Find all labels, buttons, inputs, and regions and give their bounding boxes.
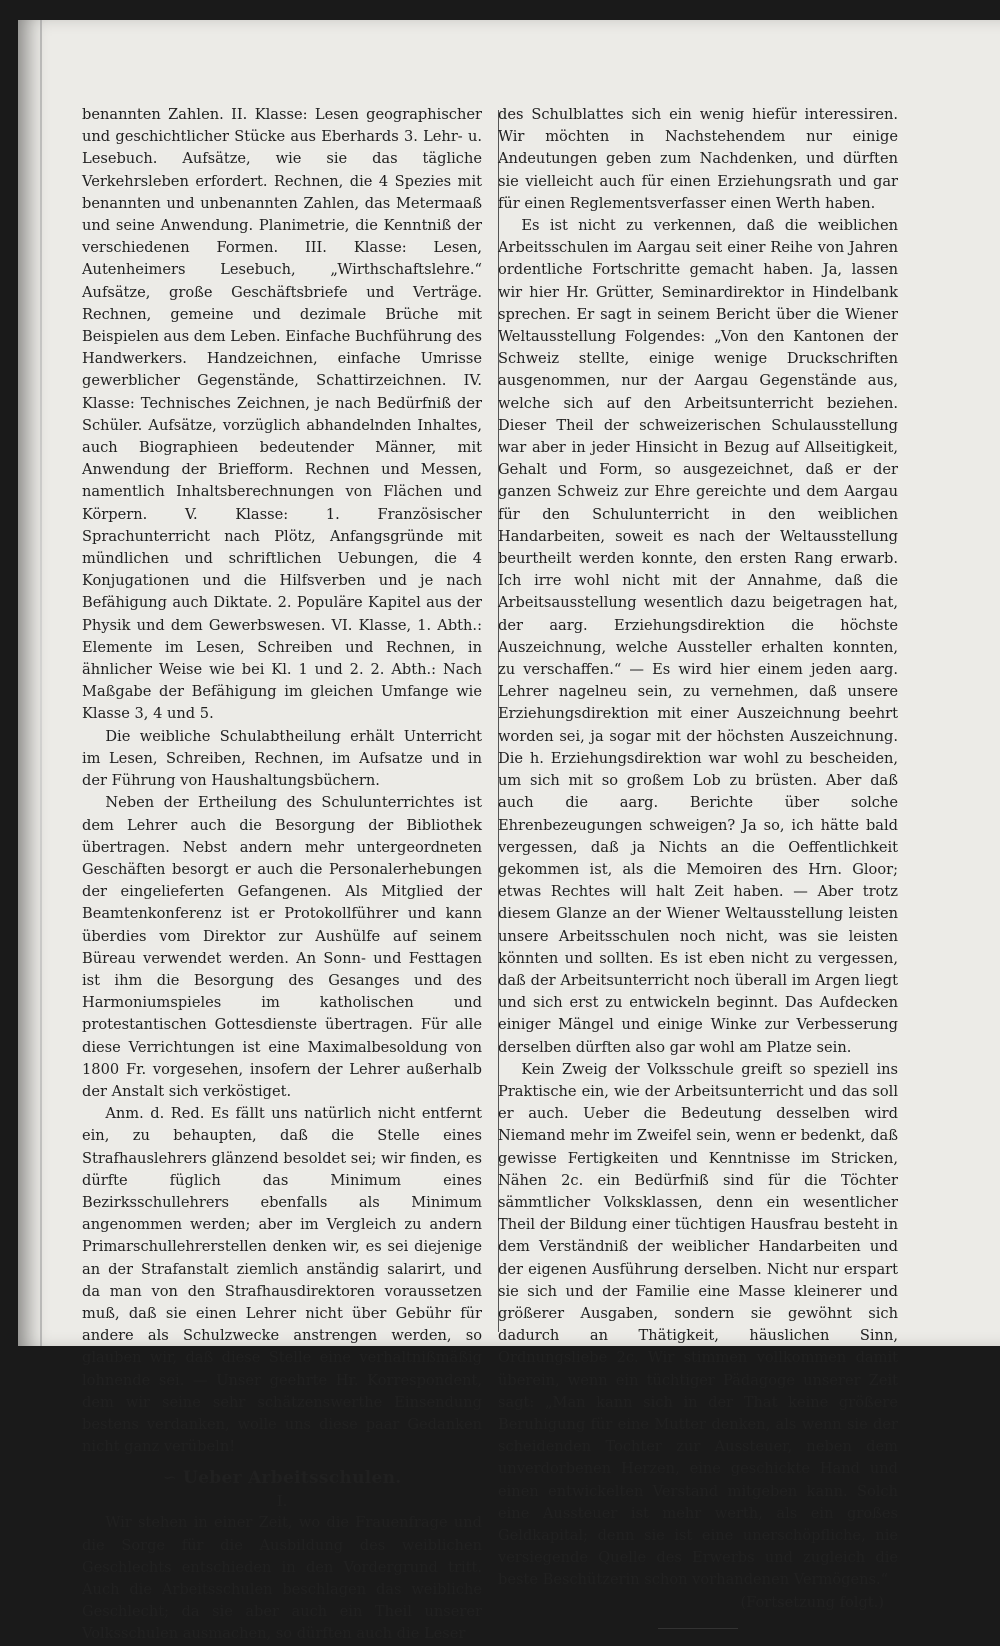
section-heading-text: Ueber Arbeitsschulen. [183, 1468, 402, 1489]
section-heading [82, 1466, 482, 1490]
binding-gutter [40, 20, 42, 1346]
right-paragraph-1: des Schulblattes sich ein wenig hiefür interessiren. Wir möchten in Nachstehendem nur einige Andeutungen geben zum Nachdenken, und dürften sie vielleicht auch für einen Erziehungsrath und gar für einen Reglementsverfasser einen Werth haben. [498, 106, 898, 212]
heading-ornament-icon: ∽ [162, 1468, 178, 1489]
editor-note: Anm. d. Red. Es fällt uns natürlich nicht entfernt ein, zu behaupten, daß die Stelle eines Strafhauslehrers glänzend besoldet sei; wir finden, es dürfte füglich das Minimum eines Bezirksschullehrers ebenfalls als Minimum angenommen werden; aber im Vergleich zu andern Primarschullehrerstellen denken wir, es sei diejenige an der Strafanstalt ziemlich anständig salarirt, und da man von den Strafhausdirektoren voraussetzen muß, daß sie einen Lehrer nicht über Gebühr für andere als Schulzwecke anstrengen werden, so glauben wir, daß diese Stelle eine verhaltnißmäßig lohnende sei. — Unser geehrte Hr. Korrespondent, dem wir seine sehr schätzenswerthe Einsendung bestens verdanken, wolle uns diese paar Gedanken nicht ganz verübeln! [82, 1105, 482, 1456]
right-paragraph-2: Es ist nicht zu verkennen, daß die weiblichen Arbeitsschulen im Aargau seit einer Reihe von Jahren ordentliche Fortschritte gemacht haben. Ja, lassen wir hier Hr. Grütter, Seminardirektor in Hindelbank sprechen. Er sagt in seinem Bericht über die Wiener Weltausstellung Folgendes: „Von den Kantonen der Schweiz stellte, einige wenige Druckschriften ausgenommen, nur der Aargau Gegenstände aus, welche sich auf den Arbeitsunterricht beziehen. Dieser Theil der schweizerischen Schulausstellung war aber in jeder Hinsicht in Bezug auf Allseitigkeit, Gehalt und Form, so ausgezeichnet, daß er der ganzen Schweiz zur Ehre gereichte und dem Aargau für den Schulunterricht in den weiblichen Handarbeiten, soweit es nach der Weltausstellung beurtheilt werden konnte, den ersten Rang erwarb. Ich irre wohl nicht mit der Annahme, daß die Arbeitsausstellung wesentlich dazu beigetragen hat, der aarg. Erziehungsdirektion die höchste Auszeichnung, welche Aussteller erhalten konnten, zu verschaffen.“ — Es wird hier einem jeden aarg. Lehrer nagelneu sein, zu vernehmen, daß unsere Erziehungsdirektion mit einer Auszeichnung beehrt worden sei, ja sogar mit der höchsten Auszeichnung. Die h. Erziehungsdirektion war wohl zu bescheiden, um sich mit so großem Lob zu brüsten. Aber daß auch die aarg. Berichte über solche Ehrenbezeugungen schweigen? Ja so, ich hätte bald vergessen, daß ja Nichts an die Oeffentlichkeit gekommen ist, als die Memoiren des Hrn. Gloor; etwas Rechtes will halt Zeit haben. — Aber trotz diesem Glanze an der Wiener Weltausstellung leisten unsere Arbeitsschulen noch nicht, was sie leisten könnten und sollten. Es ist eben nicht zu vergessen, daß der Arbeitsunterricht noch überall im Argen liegt und sich erst zu entwickeln beginnt. Das Aufdecken einiger Mängel und einige Winke zur Verbesserung derselben dürften also gar wohl am Platze sein. [498, 217, 898, 1056]
section-number: I. [276, 1492, 288, 1511]
continuation-note: (Fortsetzung folgt.) [740, 1593, 884, 1611]
left-paragraph-3: Neben der Ertheilung des Schulunterrichtes ist dem Lehrer auch die Besorgung der Bibliothek übertragen. Nebst andern mehr untergeordneten Geschäften besorgt er auch die Personalerhebungen der eingelieferten Gefangenen. Als Mitglied der Beamtenkonferenz ist er Protokollführer und kann überdies vom Direktor zur Aushülfe auf seinem Büreau verwendet werden. An Sonn- und Festtagen ist ihm die Besorgung des Gesanges und des Harmoniumspieles im katholischen und protestantischen Gottesdienste übertragen. Für alle diese Verrichtungen ist eine Maximalbesoldung von 1800 Fr. vorgesehen, insofern der Lehrer außerhalb der Anstalt sich verköstiget. [82, 794, 482, 1100]
right-column [498, 104, 898, 1629]
right-paragraph-3: Kein Zweig der Volksschule greift so speziell ins Praktische ein, wie der Arbeitsunterricht und das soll er auch. Ueber die Bedeutung desselben wird Niemand mehr im Zweifel sein, wenn er bedenkt, daß gewisse Fertigkeiten und Kenntnisse im Stricken, Nähen 2c. ein Bedürfniß sind für die Töchter sämmtlicher Volksklassen, denn ein wesentlicher Theil der Bildung einer tüchtigen Hausfrau besteht in dem Verständniß der weiblicher Handarbeiten und der eigenen Ausführung derselben. Nicht nur erspart sie sich und der Familie eine Masse kleinerer und größerer Ausgaben, sondern sie gewöhnt sich dadurch an Thätigkeit, häuslichen Sinn, Ordnungsliebe 2c. Wir stimmen vollkommen damit überein, wenn ein tüchtiger Pädagoge unserer Zeit sagt: „Man kann sich in der That keine größere Beruhigung für eine Mutter denken, als wenn sie der scheidenden Tochter zur Aussteuer, neben dem unverdorbenen Herzen, eine geschickte Hand und einen entwickelten Verstand mitgeben kann. Solch eine Aussteuer ist mehr werth, als ein großes Geldkapital; denn sie ist eine unerschöpfliche, nie versiegende Quelle des Erwerbs und zugleich die beste Beschützerin schon vorhandenen Vermögens.“ [498, 1060, 898, 1589]
scanned-page [18, 20, 1000, 1643]
left-column [82, 104, 482, 1646]
end-rule [658, 1628, 738, 1629]
left-paragraph-2: Die weibliche Schulabtheilung erhält Unterricht im Lesen, Schreiben, Rechnen, im Aufsatze und in der Führung von Haushaltungsbüchern. [82, 727, 482, 790]
left-paragraph-1: benannten Zahlen. II. Klasse: Lesen geographischer und geschichtlicher Stücke aus Eberhards 3. Lehr- u. Lesebuch. Aufsätze, wie sie das tägliche Verkehrsleben erfordert. Rechnen, die 4 Spezies mit benannten und unbenannten Zahlen, das Metermaaß und seine Anwendung. Planimetrie, die Kenntniß der verschiedenen Formen. III. Klasse: Lesen, Autenheimers Lesebuch, „Wirthschaftslehre.“ Aufsätze, große Geschäftsbriefe und Verträge. Rechnen, gemeine und dezimale Brüche mit Beispielen aus dem Leben. Einfache Buchführung des Handwerkers. Handzeichnen, einfache Umrisse gewerblicher Gegenstände, Schattirzeichnen. IV. Klasse: Technisches Zeichnen, je nach Bedürfniß der Schüler. Aufsätze, vorzüglich abhandelnden Inhaltes, auch Biographieen bedeutender Männer, mit Anwendung der Briefform. Rechnen und Messen, namentlich Inhaltsberechnungen von Flächen und Körpern. V. Klasse: 1. Französischer Sprachunterricht nach Plötz, Anfangsgründe mit mündlichen und schriftlichen Uebungen, die 4 Konjugationen und die Hilfsverben und je nach Befähigung auch Diktate. 2. Populäre Kapitel aus der Physik und dem Gewerbswesen. VI. Klasse, 1. Abth.: Elemente im Lesen, Schreiben und Rechnen, in ähnlicher Weise wie bei Kl. 1 und 2. 2. Abth.: Nach Maßgabe der Befähigung im gleichen Umfange wie Klasse 3, 4 und 5. [82, 106, 482, 723]
left-paragraph-5: Wir stehen in einer Zeit, wo die Frauenfrage und die Sorge für die Ausbildung des weiblichen Geschlechts entschieden in den Vordergrund tritt. Auch die Arbeitsschulen beschlagen das weibliche Geschlecht; da sie aber auch ein Theil unserer Volksschulen ausmachen, so dürften auch die Leser [82, 1514, 482, 1643]
